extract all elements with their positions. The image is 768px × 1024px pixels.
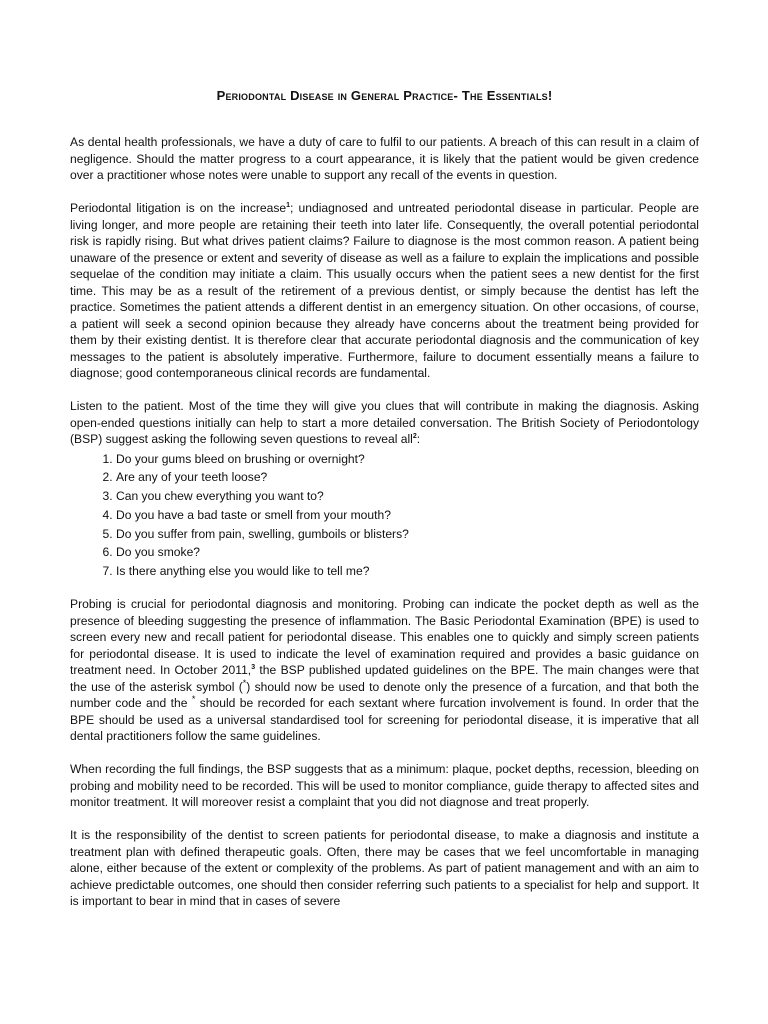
listen-text: Listen to the patient. Most of the time they will give you clues that will contribute in making the diagnosis. Asking open-ended questions initially can help to start a more detailed conversation. The British Society of Periodontology (BSP) suggest asking the following seven questions to reveal all (70, 399, 699, 446)
listen-colon: : (416, 432, 421, 446)
asterisk-symbol: * (242, 677, 247, 688)
probing-text-a: Probing is crucial for periodontal diagnosis and monitoring. Probing can indicate the pocket depth as well as the presence of bleeding suggesting the presence of inflammation. The Basic Periodontal Examination (BPE) is used to screen every new and recall patient for periodontal disease. This enables one to quickly and simply screen patients for periodontal disease. It is used to indicate the level of examination required and provides a basic guidance on treatment need. In October 2011, (70, 597, 699, 678)
paragraph-recording: When recording the full findings, the BSP suggests that as a minimum: plaque, pocket depths, recession, bleeding on probing and mobility need to be recorded. This will be used to monitor compliance, guide therapy to affected sites and monitor treatment. It will moreover resist a complaint that you did not diagnose and treat properly. (70, 762, 699, 810)
footnote-ref-2: 2 (412, 432, 417, 440)
paragraph-duty-of-care: As dental health professionals, we have a duty of care to fulfil to our patients. A breach of this can result in a claim of negligence. Should the matter progress to a court appearance, it is likely that the patient would be given credence over a practitioner whose notes were unable to support any recall of the events in question. (70, 135, 699, 182)
list-item: 1. Do your gums bleed on brushing or overnight? (116, 450, 699, 469)
paragraph-probing (70, 596, 699, 745)
litigation-text-rest: ; undiagnosed and untreated periodontal disease in particular. People are living longer, and more people are retaining their teeth into later life. Consequently, the overall potential periodontal risk is rapidly rising. But what drives patient claims? Failure to diagnose is the most common reason. A patient being unaware of the presence or extent and severity of disease as well as a failure to explain the implications and possible sequelae of the condition may initiate a claim. This usually occurs when the patient sees a new dentist for the first time. This may be as a result of the retirement of a previous dentist, or simply because the dentist has left the practice. Sometimes the patient attends a different dentist in an emergency situation. On other occasions, of course, a patient will seek a second opinion because they already have concerns about the treatment being provided for them by their existing dentist. It is therefore clear that accurate periodontal diagnosis and the communication of key messages to the patient is absolutely imperative. Furthermore, failure to document essentially means a failure to diagnose; good contemporaneous clinical records are fundamental. (70, 201, 699, 380)
document-title: Periodontal Disease in General Practice- The Essentials! (216, 88, 553, 103)
paragraph-responsibility: It is the responsibility of the dentist to screen patients for periodontal disease, to make a diagnosis and institute a treatment plan with defined therapeutic goals. Often, there may be cases that we feel uncomfortable in managing alone, either because of the extent or complexity of the problems. As part of patient management and with an aim to achieve predictable outcomes, one should then consider referring such patients to a specialist for help and support. It is important to bear in mind that in cases of severe (70, 828, 699, 909)
list-item: 2. Are any of your teeth loose? (116, 468, 699, 487)
list-item: 4. Do you have a bad taste or smell from your mouth? (116, 506, 699, 525)
asterisk-symbol: * (191, 694, 196, 705)
bsp-questions-list (70, 450, 699, 582)
litigation-text-start: Periodontal litigation is on the increase (70, 201, 287, 215)
document-body (70, 88, 699, 926)
footnote-ref-1: 1 (286, 201, 291, 209)
footnote-ref-3: 3 (251, 664, 256, 672)
list-item: 3. Can you chew everything you want to? (116, 487, 699, 506)
list-item: 5. Do you suffer from pain, swelling, gumboils or blisters? (116, 525, 699, 544)
paragraph-listen (70, 398, 699, 448)
probing-text-c: ) should now be used to denote only the presence of a furcation, and that both the number code and the (70, 679, 700, 711)
probing-text-b: the BSP published updated guidelines on the BPE. The main changes were that the use of the asterisk symbol ( (70, 663, 700, 694)
probing-text-d: should be recorded for each sextant where furcation involvement is found. In order that the BPE should be used as a universal standardised tool for screening for periodontal disease, it is imperative that all dental practitioners follow the same guidelines. (70, 696, 699, 744)
list-item: 6. Do you smoke? (116, 543, 699, 562)
list-item: 7. Is there anything else you would like to tell me? (116, 562, 699, 581)
paragraph-litigation (70, 200, 699, 382)
